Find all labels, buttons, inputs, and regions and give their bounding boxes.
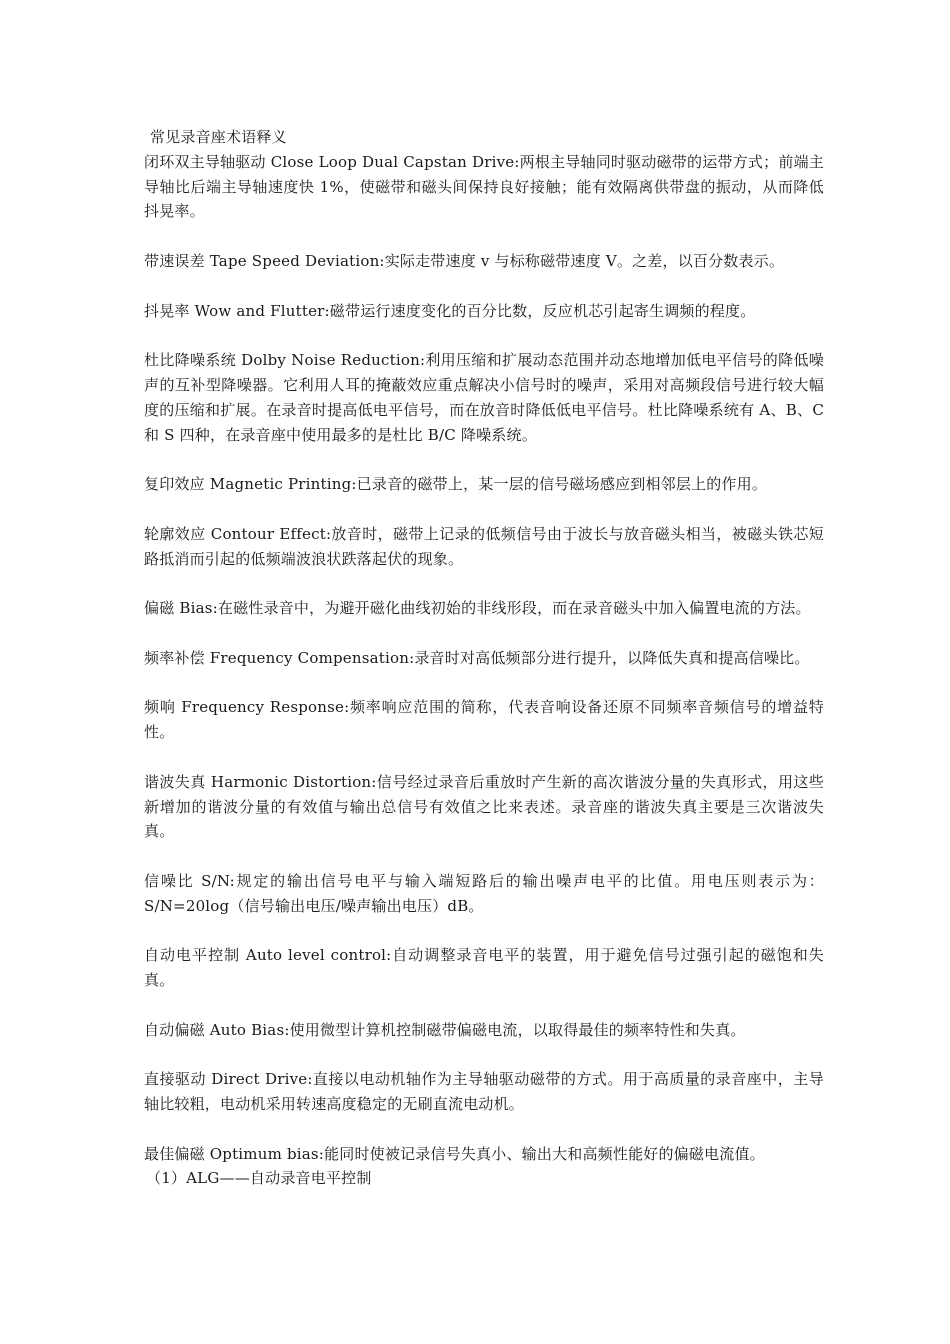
list-note-alg: （1）ALG——自动录音电平控制 — [146, 1169, 372, 1188]
term-entry-optimum-bias: 最佳偏磁 Optimum bias:能同时使被记录信号失真小、输出大和高频性能好的偏磁电流值。 — [144, 1144, 765, 1163]
term-entry-tape-speed-deviation: 带速误差 Tape Speed Deviation:实际走带速度 v 与标称磁带速度 V。之差，以百分数表示。 — [144, 251, 785, 270]
term-entry-auto-level-control: 自动电平控制 Auto level control:自动调整录音电平的装置，用于避免信号过强引起的磁饱和失真。 — [144, 946, 824, 990]
term-entry-wow-and-flutter: 抖晃率 Wow and Flutter:磁带运行速度变化的百分比数，反应机芯引起寄生调频的程度。 — [144, 301, 756, 320]
term-entry-frequency-compensation: 频率补偿 Frequency Compensation:录音时对高低频部分进行提升，以降低失真和提高信噪比。 — [144, 648, 810, 667]
term-entry-contour-effect: 轮廓效应 Contour Effect:放音时，磁带上记录的低频信号由于波长与放音磁头相当，被磁头铁芯短路抵消而引起的低频端波浪状跌落起伏的现象。 — [144, 524, 824, 568]
term-entry-magnetic-printing: 复印效应 Magnetic Printing:已录音的磁带上，某一层的信号磁场感应到相邻层上的作用。 — [144, 475, 768, 494]
term-entry-signal-to-noise: 信噪比 S/N:规定的输出信号电平与输入端短路后的输出噪声电平的比值。用电压则表示为：S/N=20log（信号输出电压/噪声输出电压）dB。 — [144, 871, 824, 915]
term-entry-harmonic-distortion: 谐波失真 Harmonic Distortion:信号经过录音后重放时产生新的高次谐波分量的失真形式，用这些新增加的谐波分量的有效值与输出总信号有效值之比来表述。录音座的谐波失真主要是三次谐波失真。 — [144, 772, 824, 841]
term-entry-dolby-noise-reduction: 杜比降噪系统 Dolby Noise Reduction:利用压缩和扩展动态范围并动态地增加低电平信号的降低噪声的互补型降噪器。它利用人耳的掩蔽效应重点解决小信号时的噪声，采用对高频段信号进行较大幅度的压缩和扩展。在录音时提高低电平信号，而在放音时降低低电平信号。杜比降噪系统有 A、B、C 和 S 四种，在录音座中使用最多的是杜比 B/C 降噪系统。 — [144, 351, 824, 444]
term-entry-frequency-response: 频响 Frequency Response:频率响应范围的简称，代表音响设备还原不同频率音频信号的增益特性。 — [144, 698, 824, 742]
term-entry-direct-drive: 直接驱动 Direct Drive:直接以电动机轴作为主导轴驱动磁带的方式。用于高质量的录音座中，主导轴比较粗，电动机采用转速高度稳定的无刷直流电动机。 — [144, 1070, 824, 1114]
term-entry-bias: 偏磁 Bias:在磁性录音中，为避开磁化曲线初始的非线形段，而在录音磁头中加入偏置电流的方法。 — [144, 599, 811, 618]
document-page — [144, 125, 824, 1191]
document-title: 常见录音座术语释义 — [150, 128, 287, 146]
term-entry-close-loop-dual-capstan-drive: 闭环双主导轴驱动 Close Loop Dual Capstan Drive:两根主导轴同时驱动磁带的运带方式；前端主导轴比后端主导轴速度快 1%，使磁带和磁头间保持良好接触；能有效隔离供带盘的振动，从而降低抖晃率。 — [144, 152, 824, 221]
term-entry-auto-bias: 自动偏磁 Auto Bias:使用微型计算机控制磁带偏磁电流，以取得最佳的频率特性和失真。 — [144, 1020, 746, 1039]
